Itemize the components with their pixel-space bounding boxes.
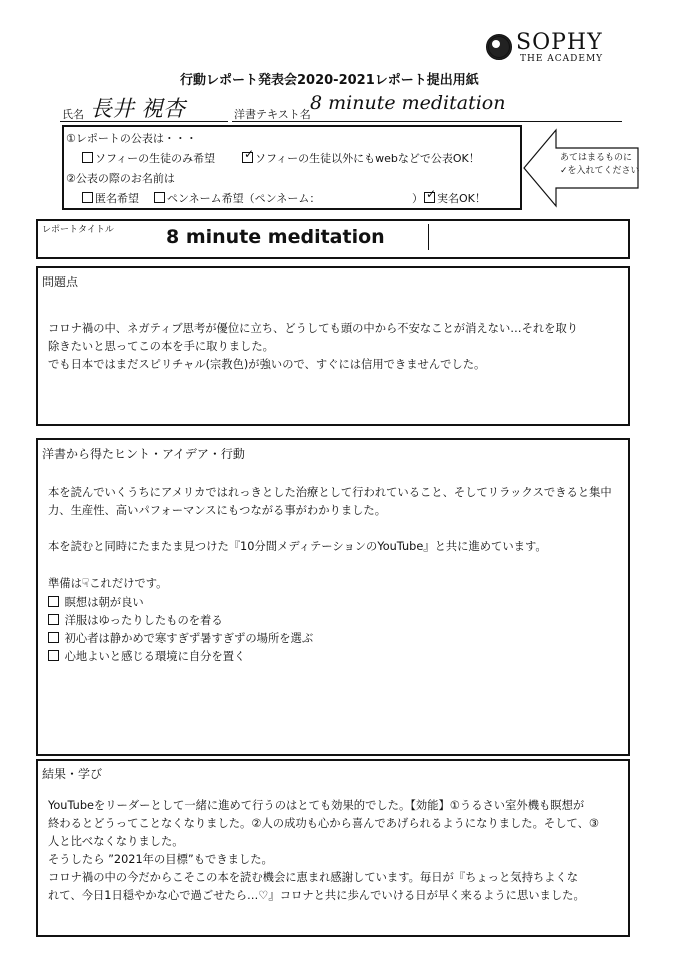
academy-seal-icon xyxy=(486,34,512,60)
problem-line2: 除きたいと思ってこの本を手に取りました。 xyxy=(48,340,274,353)
hints-paragraph1-line1: 本を読んでいくうちにアメリカではれっきとした治療として行われていること、そしてリラックスできると集中 xyxy=(48,486,612,499)
q2-option-realname[interactable]: ✓ 実名OK！ xyxy=(426,187,486,205)
brand-name: SOPHY xyxy=(516,30,603,55)
name-value: 長井 視杏 xyxy=(90,97,185,122)
checkbox-icon xyxy=(48,632,59,643)
q1-option-public-ok[interactable]: ✓ ソフィーの生徒以外にもwebなどで公表OK！ xyxy=(244,147,480,165)
q2-label: ②公表の際のお名前は xyxy=(66,172,175,185)
list-item: 洋服はゆったりしたものを着る xyxy=(48,612,223,629)
list-item: 瞑想は朝が良い xyxy=(48,594,144,611)
hints-paragraph2: 本を読むと同時にたまたま見つけた『10分間メディテーションのYouTube』と共に進めています。 xyxy=(48,540,547,553)
book-label: 洋書テキスト名 xyxy=(234,108,311,121)
checked-checkbox-icon[interactable]: ✓ xyxy=(426,187,437,201)
arrow-note-line1: あてはまるものに xyxy=(560,153,633,163)
brand-subtitle: THE ACADEMY xyxy=(520,54,604,64)
book-underline xyxy=(232,121,622,122)
results-line4: そうしたら ”2021年の目標”もできました。 xyxy=(48,853,273,866)
results-line3: 人と比べなくなりました。 xyxy=(48,835,184,848)
results-line6: れて、今日1日穏やかな心で過ごせたら…♡』コロナと共に歩んでいける日が早く来るように思いました。 xyxy=(48,889,585,902)
problem-line3: でも日本ではまだスピリチャル(宗教色)が強いので、すぐには信用できませんでした。 xyxy=(48,358,486,371)
checkbox-icon xyxy=(48,614,59,625)
list-item: 初心者は静かめで寒すぎず暑すぎずの場所を選ぶ xyxy=(48,630,313,647)
problem-line1: コロナ禍の中、ネガティブ思考が優位に立ち、どうしても頭の中から不安なことが消えない…それを取り xyxy=(48,322,579,335)
prep-line: 準備は☟これだけです。 xyxy=(48,576,168,590)
checkbox-icon[interactable] xyxy=(154,192,165,203)
checkbox-icon xyxy=(48,650,59,661)
q1-label: ①レポートの公表は・・・ xyxy=(66,132,197,145)
results-line5: コロナ禍の中の今だからこそこの本を読む機会に恵まれ感謝しています。毎日が『ちょっと気持ちよくな xyxy=(48,871,579,884)
name-label: 氏名 xyxy=(62,108,84,121)
checkbox-icon[interactable] xyxy=(82,192,93,203)
checkbox-icon xyxy=(48,596,59,607)
q2-option-anonymous[interactable]: 匿名希望 xyxy=(82,190,139,206)
results-line1: YouTubeをリーダーとして一緒に進めて行うのはとても効果的でした。【効能】①うるさい室外機も瞑想が xyxy=(48,799,585,812)
name-underline xyxy=(60,121,228,122)
results-line2: 終わるとどうってことなくなりました。②人の成功も心から喜んであげられるようになりました。そして、③ xyxy=(48,817,599,830)
arrow-note-line2: ✓を入れてください xyxy=(560,166,640,176)
title-divider xyxy=(428,224,429,250)
pointing-hand-icon: ☟ xyxy=(81,576,90,590)
hints-paragraph1-line2: 力、生産性、高いパフォーマンスにもつながる事がわかりました。 xyxy=(48,504,387,517)
q2-penname-close: ） xyxy=(412,192,423,205)
report-title-value: 8 minute meditation xyxy=(166,226,385,248)
list-item: 心地よいと感じる環境に自分を置く xyxy=(48,648,245,665)
problem-heading: 問題点 xyxy=(42,275,79,289)
hints-heading: 洋書から得たヒント・アイデア・行動 xyxy=(42,447,245,461)
q1-option-students-only[interactable]: ソフィーの生徒のみ希望 xyxy=(82,150,215,166)
book-value: 8 minute meditation xyxy=(310,92,506,114)
report-title-label: レポートタイトル xyxy=(42,225,114,235)
q2-option-penname[interactable]: ペンネーム希望（ペンネーム： xyxy=(154,190,320,206)
form-title: 行動レポート発表会2020-2021レポート提出用紙 xyxy=(180,73,479,88)
results-heading: 結果・学び xyxy=(42,767,103,781)
checked-checkbox-icon[interactable]: ✓ xyxy=(244,147,255,161)
checkbox-icon[interactable] xyxy=(82,152,93,163)
